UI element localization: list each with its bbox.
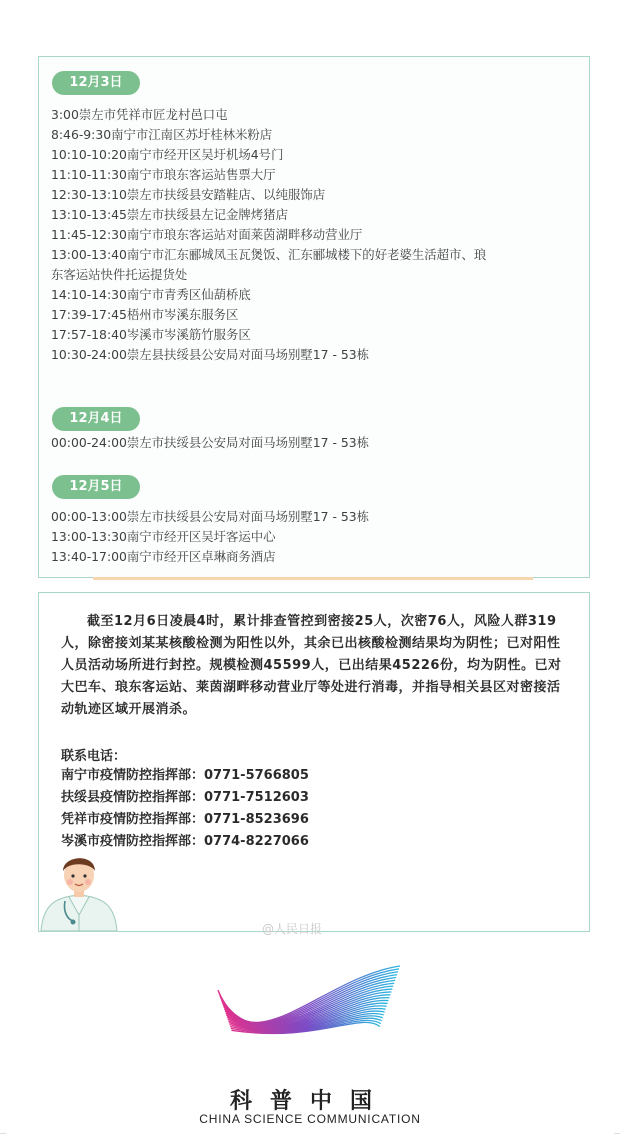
source-watermark: @人民日报 [262, 922, 323, 936]
doctor-illustration [39, 845, 119, 931]
contact-line: 南宁市疫情防控指挥部：0771-5766805 [61, 768, 309, 783]
itinerary-line: 13:10-13:45崇左市扶绥县左记金牌烤猪店 [51, 207, 288, 222]
china-science-logo-icon [210, 960, 410, 1088]
date-badge-dec4: 12月4日 [52, 407, 140, 431]
itinerary-line: 8:46-9:30南宁市江南区苏圩桂林米粉店 [51, 127, 273, 142]
date-badge-dec5: 12月5日 [52, 475, 140, 499]
itinerary-line: 12:30-13:10崇左市扶绥县安踏鞋店、以纯服饰店 [51, 187, 326, 202]
date-badge-dec3: 12月3日 [52, 71, 140, 95]
itinerary-line: 11:10-11:30南宁市琅东客运站售票大厅 [51, 167, 276, 182]
itinerary-line: 17:57-18:40岑溪市岑溪筋竹服务区 [51, 327, 251, 342]
contacts-heading: 联系电话： [61, 749, 127, 764]
itinerary-line: 17:39-17:45梧州市岑溪东服务区 [51, 307, 239, 322]
contacts-list [61, 765, 309, 853]
itinerary-line: 13:00-13:30南宁市经开区吴圩客运中心 [51, 529, 276, 544]
summary-card [38, 592, 590, 932]
contact-line: 岑溪市疫情防控指挥部：0774-8227066 [61, 834, 309, 849]
contact-line: 凭祥市疫情防控指挥部：0771-8523696 [61, 812, 309, 827]
itinerary-line: 00:00-13:00崇左市扶绥县公安局对面马场别墅17 - 53栋 [51, 509, 370, 524]
edge-mark-right [614, 1133, 620, 1134]
itinerary-line: 3:00崇左市凭祥市匠龙村邑口屯 [51, 107, 228, 122]
itinerary-line: 13:40-17:00南宁市经开区卓琳商务酒店 [51, 549, 276, 564]
itinerary-line: 10:10-10:20南宁市经开区吴圩机场4号门 [51, 147, 284, 162]
itinerary-line: 11:45-12:30南宁市琅东客运站对面莱茵湖畔移动营业厅 [51, 227, 363, 242]
itinerary-list-dec5 [51, 507, 369, 567]
itinerary-line: 10:30-24:00崇左县扶绥县公安局对面马场别墅17 - 53栋 [51, 347, 370, 362]
itinerary-line: 13:00-13:40南宁市汇东郦城凤玉瓦煲饭、汇东郦城楼下的好老婆生活超市、琅 [51, 247, 487, 262]
logo-chinese-text: 科普中国 [229, 1088, 390, 1114]
itinerary-card [38, 56, 590, 578]
itinerary-line: 东客运站快件托运提货处 [51, 267, 188, 282]
edge-mark-left [0, 1133, 6, 1134]
itinerary-list-dec3 [51, 105, 486, 365]
itinerary-list-dec4 [51, 433, 369, 453]
itinerary-line: 00:00-24:00崇左市扶绥县公安局对面马场别墅17 - 53栋 [51, 435, 370, 450]
itinerary-line: 14:10-14:30南宁市青秀区仙葫桥底 [51, 287, 251, 302]
contact-line: 扶绥县疫情防控指挥部：0771-7512603 [61, 790, 309, 805]
card-accent-line [93, 577, 533, 580]
summary-paragraph: 截至12月6日凌晨4时，累计排查管控到密接25人，次密76人，风险人群319人，除密接刘某某核酸检测为阳性以外，其余已出核酸检测结果均为阴性；已对阳性人员活动场所进行封控。规模检测45599人，已出结果45226份，均为阴性。已对大巴车、琅东客运站、莱茵湖畔移动营业厅等处进行消毒，并指导相关县区对密接活动轨迹区域开展消杀。 [61, 614, 562, 717]
logo-english-text: CHINA SCIENCE COMMUNICATION [199, 1112, 421, 1126]
